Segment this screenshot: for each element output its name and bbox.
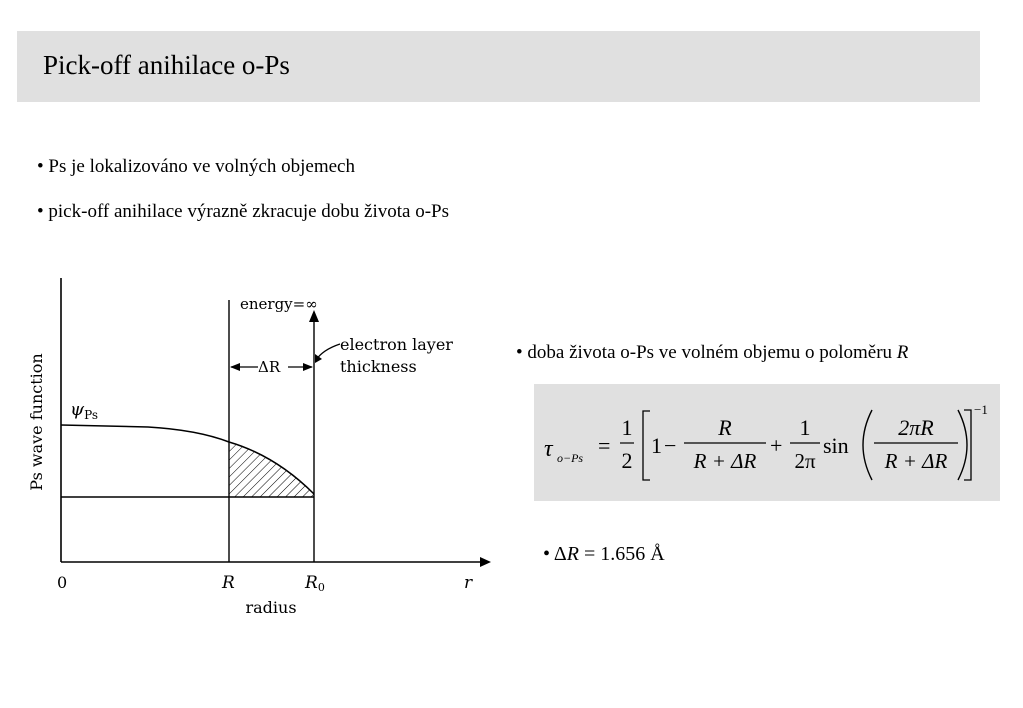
lifetime-formula (534, 384, 1000, 501)
x-axis-arrow-icon (480, 557, 491, 567)
slide-title: Pick-off anihilace o-Ps (43, 50, 290, 80)
tau-subscript: o−Ps (557, 451, 584, 465)
delta-r-var: R (566, 543, 579, 565)
title-bar (17, 31, 980, 102)
bullet-delta-r (543, 542, 665, 566)
electron-label-line1: electron layer (340, 335, 453, 354)
frac1-denominator: R + ΔR (693, 449, 757, 473)
electron-label-line2: thickness (340, 357, 417, 376)
plus-sign: + (770, 433, 783, 458)
hatched-region (229, 442, 314, 497)
half-denominator: 2 (621, 448, 633, 473)
sin-function: sin (823, 433, 849, 458)
formula-box (534, 384, 1000, 501)
delta-r-right-head-icon (303, 363, 313, 371)
electron-leader-head-icon (315, 354, 322, 363)
equals-sign: = (598, 433, 611, 458)
tick-0: 0 (57, 573, 68, 592)
exponent: −1 (974, 402, 988, 417)
frac2-numerator: 1 (799, 415, 811, 440)
frac3-denominator: R + ΔR (884, 449, 948, 473)
frac3-numerator: 2πR (898, 415, 934, 440)
minus-sign: − (664, 433, 677, 458)
left-bracket (643, 411, 650, 480)
delta-r-label: ΔR (258, 358, 281, 376)
bullet-lifetime (516, 341, 908, 365)
tick-small-r: r (464, 573, 473, 593)
psi-label (70, 399, 98, 422)
tau-symbol: τ (544, 436, 553, 462)
tick-r0-sub: 0 (317, 581, 325, 594)
tick-r0 (304, 573, 325, 594)
tick-r: R (222, 573, 235, 593)
delta-r-left-head-icon (230, 363, 240, 371)
one-term: 1 (651, 433, 662, 458)
frac2-denominator: 2π (794, 449, 816, 473)
wave-function-diagram (18, 272, 500, 622)
left-paren (863, 410, 872, 480)
energy-label: energy=∞ (240, 295, 318, 313)
bullet-lifetime-text: • doba života o-Ps ve volném objemu o poloměru (516, 342, 897, 363)
tick-r0-main: R (305, 573, 318, 593)
psi-symbol: ψ (70, 399, 85, 420)
bullet-pickoff: • pick-off anihilace výrazně zkracuje dobu života o-Ps (37, 201, 449, 222)
delta-r-prefix: • Δ (543, 543, 567, 565)
x-axis-label: radius (245, 598, 297, 617)
bullet-lifetime-var: R (896, 342, 909, 363)
right-paren (958, 410, 967, 480)
bullet-localized: • Ps je lokalizováno ve volných objemech (37, 156, 355, 177)
psi-subscript: Ps (84, 408, 99, 422)
y-axis-label: Ps wave function (27, 353, 46, 491)
delta-r-value: = 1.656 Å (578, 543, 665, 565)
frac1-numerator: R (718, 415, 732, 440)
half-numerator: 1 (621, 415, 633, 440)
